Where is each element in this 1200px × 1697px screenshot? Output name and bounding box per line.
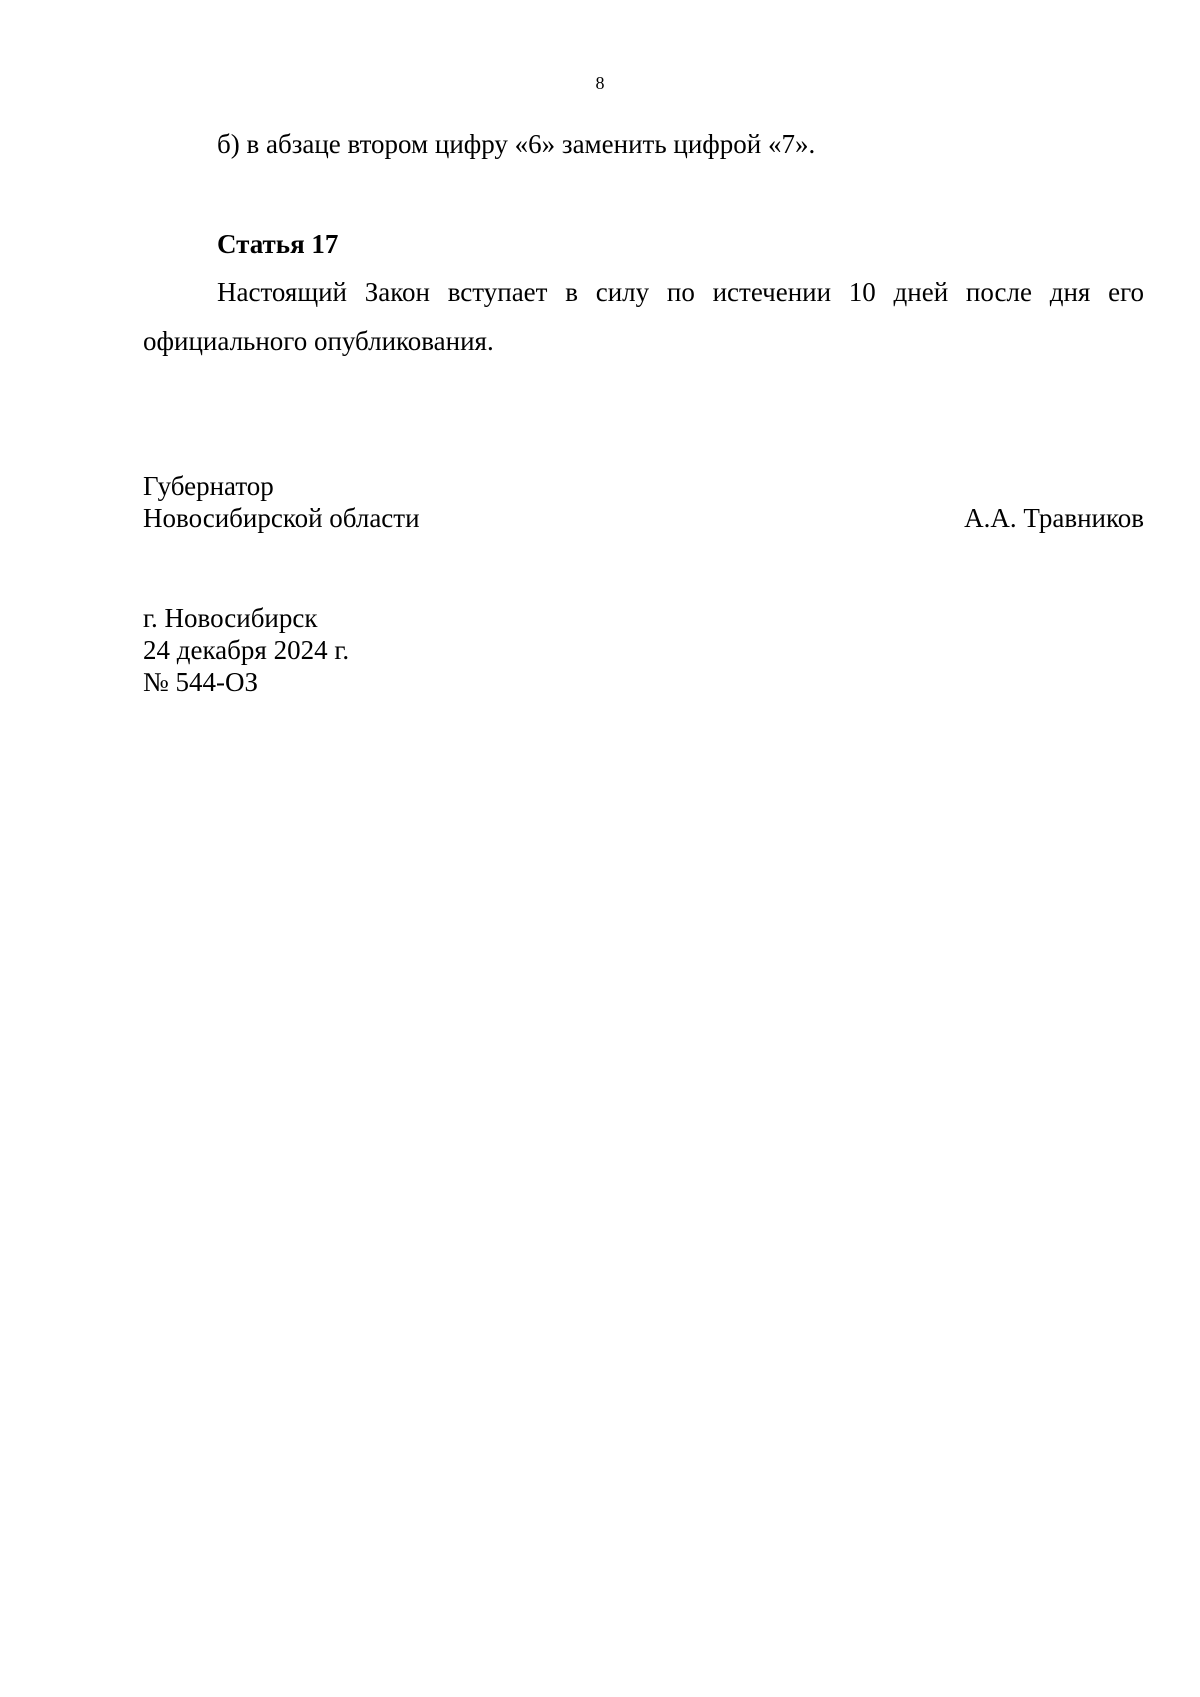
signatory-title xyxy=(143,470,420,534)
page-number: 8 xyxy=(595,73,605,93)
city: г. Новосибирск xyxy=(143,603,318,633)
signatory-title-line-2: Новосибирской области xyxy=(143,503,420,533)
signatory-title-line-1: Губернатор xyxy=(143,471,274,501)
signatory-name: А.А. Травников xyxy=(964,503,1144,533)
signature-block xyxy=(143,470,1144,534)
date: 24 декабря 2024 г. xyxy=(143,635,350,665)
amendment-paragraph: б) в абзаце втором цифру «6» заменить цифрой «7». xyxy=(217,129,816,159)
place-date-block xyxy=(143,602,349,698)
signature-row xyxy=(143,470,1144,534)
article-heading: Статья 17 xyxy=(217,229,339,259)
article-body: Настоящий Закон вступает в силу по истечении 10 дней после дня его официального опубликования. xyxy=(143,277,1144,356)
law-number: № 544-ОЗ xyxy=(143,667,259,697)
